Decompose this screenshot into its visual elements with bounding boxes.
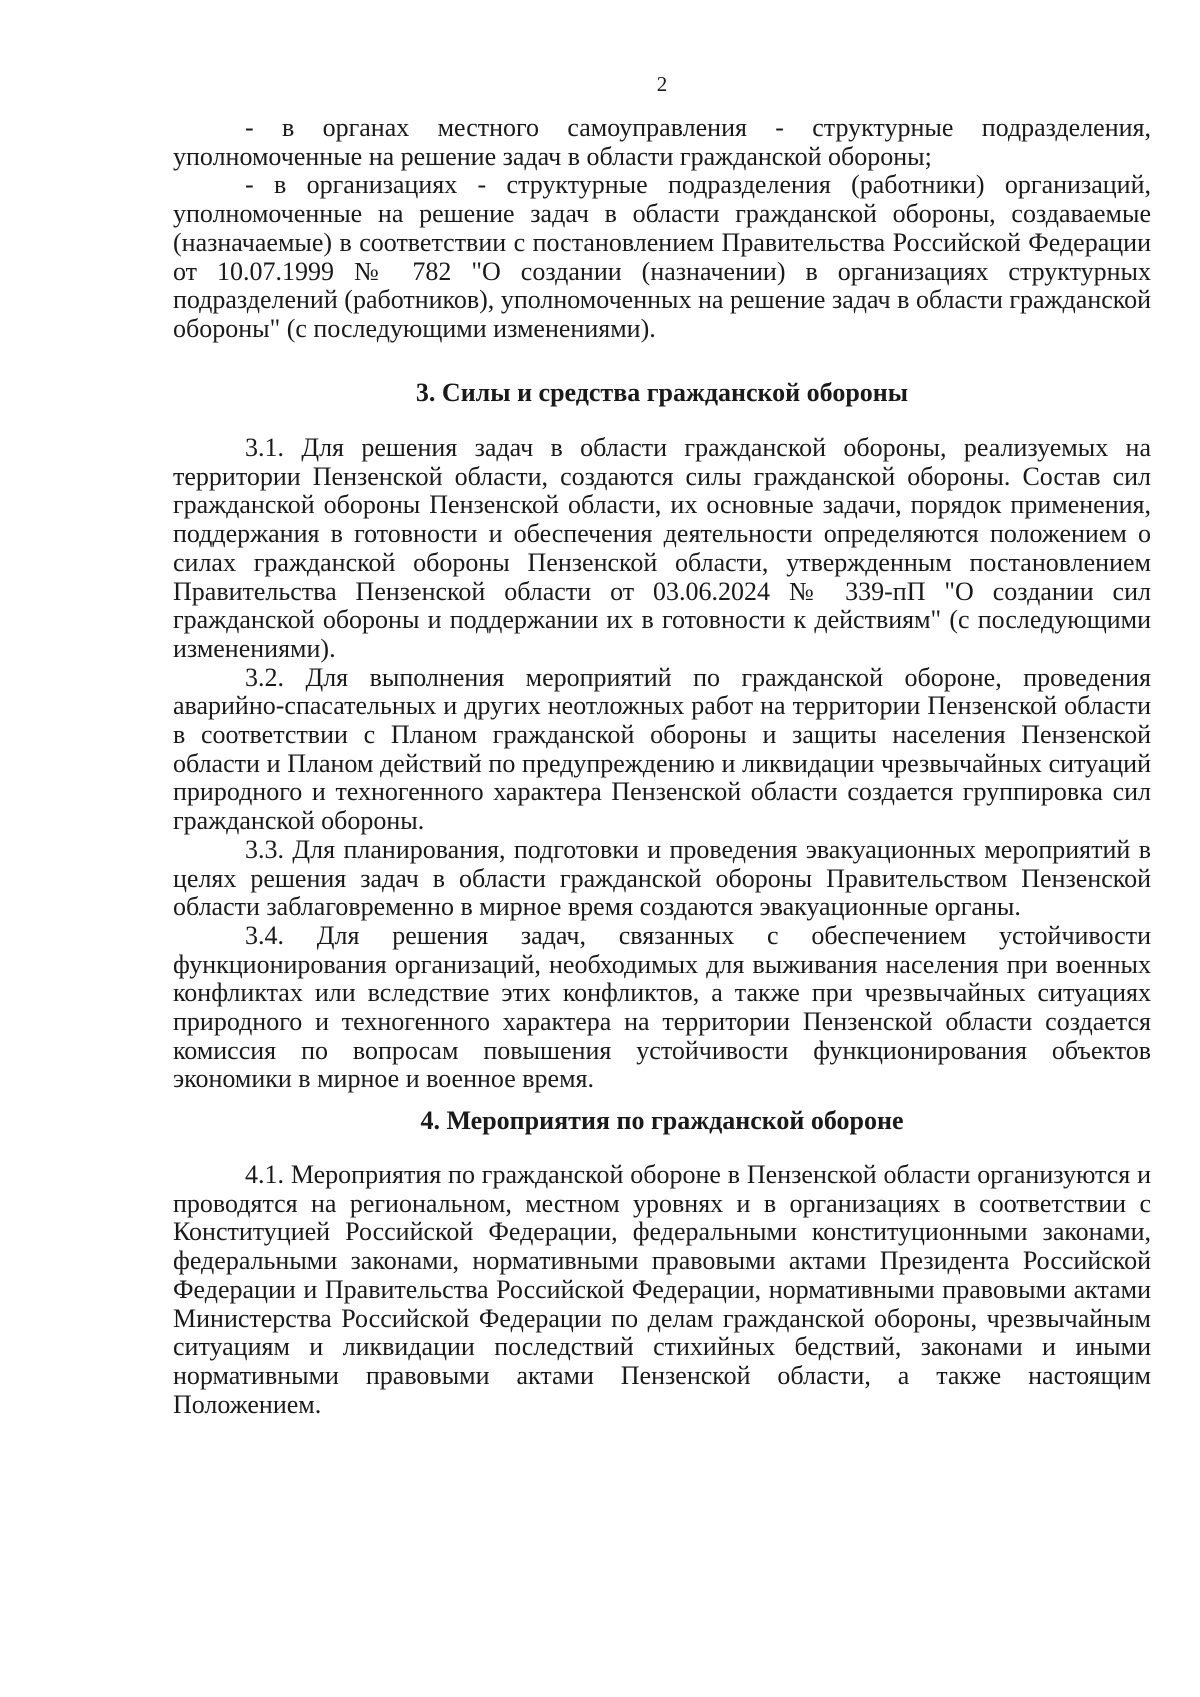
section-4-heading: 4. Мероприятия по гражданской обороне — [420, 1106, 904, 1135]
paragraph-4-1: 4.1. Мероприятия по гражданской обороне в Пензенской области организуются и проводятся на региональном, местном уровнях и в организациях в соответствии с Конституцией Российской Федерации, федеральными конституционными законами, федеральными законами, нормативными правовыми актами Президента Российской Федерации и Правительства Российской Федерации, нормативными правовыми актами Министерства Российской Федерации по делам гражданской обороны, чрезвычайным ситуациям и ликвидации последствий стихийных бедствий, законами и иными нормативными правовыми актами Пензенской области, а также настоящим Положением. — [173, 1160, 1151, 1419]
section-3-heading: 3. Силы и средства гражданской обороны — [415, 378, 909, 407]
section-4-body — [173, 1161, 1151, 1419]
section-2-tail — [173, 114, 1151, 344]
list-item-local-government: - в органах местного самоуправления - структурные подразделения, уполномоченные на решение задач в области гражданской обороны; — [173, 113, 1151, 171]
paragraph-3-2: 3.2. Для выполнения мероприятий по гражданской обороне, проведения аварийно-спасательных и других неотложных работ на территории Пензенской области в соответствии с Планом гражданской обороны и защиты населения Пензенской области и Планом действий по предупреждению и ликвидации чрезвычайных ситуаций природного и техногенного характера Пензенской области создается группировка сил гражданской обороны. — [173, 662, 1151, 836]
paragraph-3-3: 3.3. Для планирования, подготовки и проведения эвакуационных мероприятий в целях решения задач в области гражданской обороны Правительством Пензенской области заблаговременно в мирное время создаются эвакуационные органы. — [173, 834, 1151, 922]
list-item-organizations: - в организациях - структурные подразделения (работники) организаций, уполномоченные на решение задач в области гражданской обороны, создаваемые (назначаемые) в соответствии с постановлением Правительства Российской Федерации от 10.07.1999 № 782 "О создании (назначении) в организациях структурных подразделений (работников), уполномоченных на решение задач в области гражданской обороны" (с последующими изменениями). — [173, 170, 1151, 343]
page-number: 2 — [656, 72, 668, 96]
paragraph-3-1: 3.1. Для решения задач в области гражданской обороны, реализуемых на территории Пензенской области, создаются силы гражданской обороны. Состав сил гражданской обороны Пензенской области, их основные задачи, порядок применения, поддержания в готовности и обеспечения деятельности определяются положением о силах гражданской обороны Пензенской области, утвержденным постановлением Правительства Пензенской области от 03.06.2024 № 339-пП "О создании сил гражданской обороны и поддержании их в готовности к действиям" (с последующими изменениями). — [173, 433, 1151, 663]
paragraph-3-4: 3.4. Для решения задач, связанных с обеспечением устойчивости функционирования организаций, необходимых для выживания населения при военных конфликтах или вследствие этих конфликтов, а также при чрезвычайных ситуациях природного и техногенного характера на территории Пензенской области создается комиссия по вопросам повышения устойчивости функционирования объектов экономики в мирное и военное время. — [173, 920, 1151, 1094]
section-3-body — [173, 434, 1151, 1094]
